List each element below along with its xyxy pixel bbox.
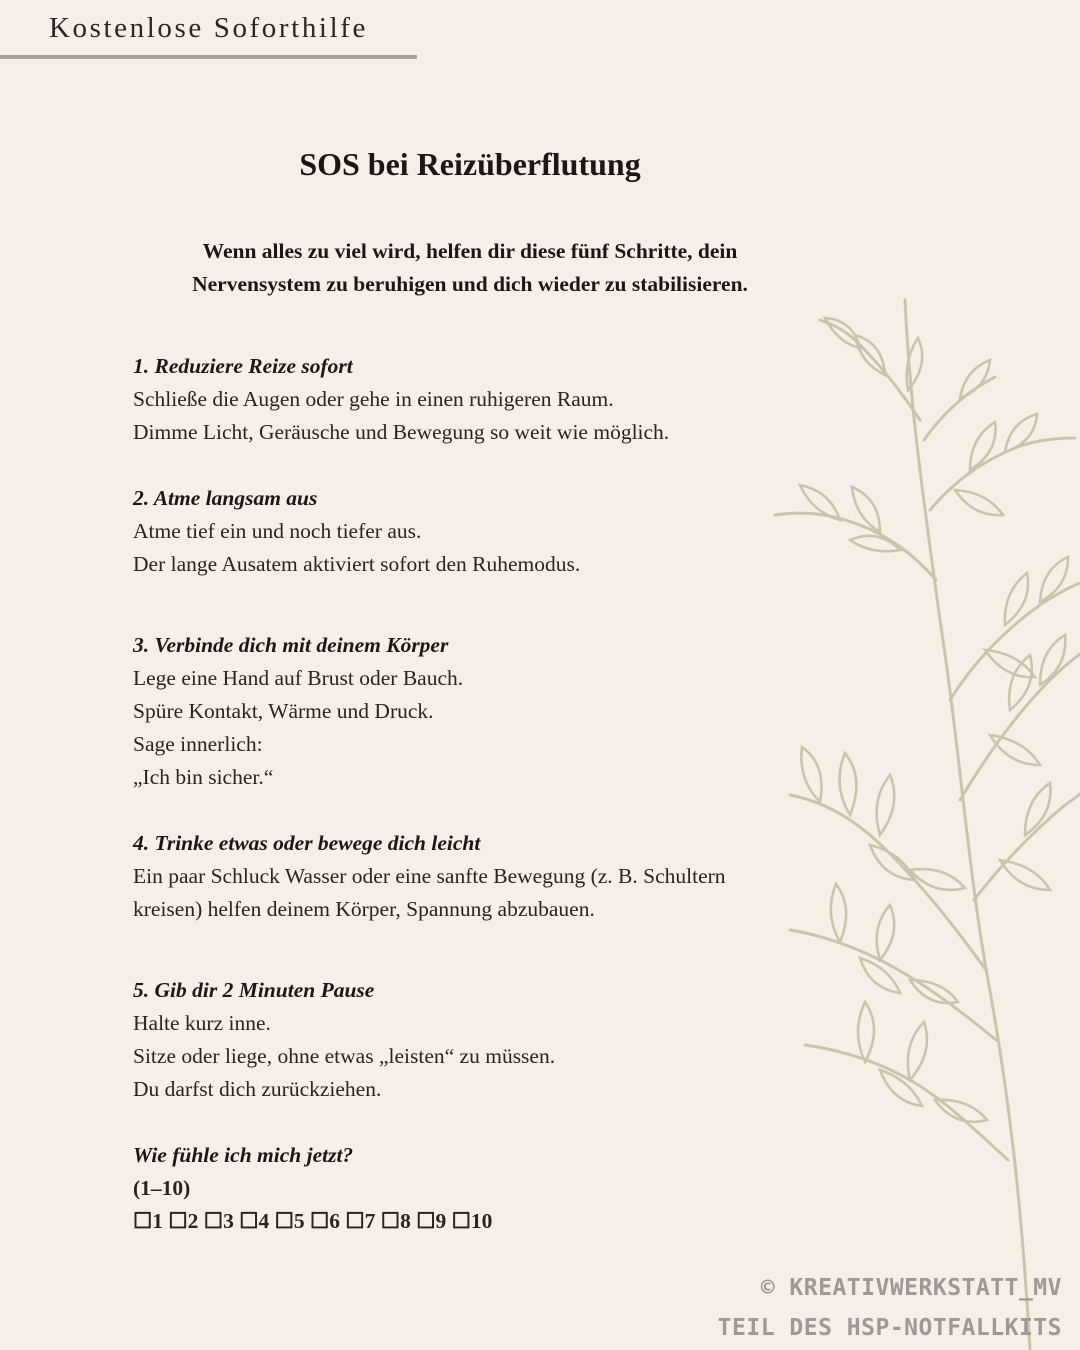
step-line: „Ich bin sicher.“ <box>133 765 274 789</box>
step-line: Lege eine Hand auf Brust oder Bauch. <box>133 666 464 690</box>
page-title: SOS bei Reizüberflutung <box>299 146 641 182</box>
step-line: Spüre Kontakt, Wärme und Druck. <box>133 699 434 723</box>
rating-question: Wie fühle ich mich jetzt? <box>133 1143 354 1167</box>
step-heading: 2. Atme langsam aus <box>133 486 318 510</box>
header-label: Kostenlose Soforthilfe <box>49 12 368 44</box>
intro-line: Wenn alles zu viel wird, helfen dir diese fünf Schritte, dein <box>202 239 738 263</box>
step-line: Schließe die Augen oder gehe in einen ruhigeren Raum. <box>133 387 614 411</box>
step-line: Sitze oder liege, ohne etwas „leisten“ zu müssen. <box>133 1044 556 1068</box>
step-line: Sage innerlich: <box>133 732 263 756</box>
step-line: kreisen) helfen deinem Körper, Spannung abzubauen. <box>133 897 595 921</box>
step-heading: 5. Gib dir 2 Minuten Pause <box>133 978 375 1002</box>
rating-range: (1–10) <box>133 1176 191 1200</box>
step-line: Du darfst dich zurückziehen. <box>133 1077 382 1101</box>
header-divider <box>0 55 417 59</box>
step-line: Atme tief ein und noch tiefer aus. <box>133 519 422 543</box>
step-1 <box>133 350 793 449</box>
step-line: Halte kurz inne. <box>133 1011 271 1035</box>
intro-line: Nervensystem zu beruhigen und dich wieder zu stabilisieren. <box>192 272 748 296</box>
step-4 <box>133 827 793 926</box>
rating-scale-checkboxes[interactable]: ☐1 ☐2 ☐3 ☐4 ☐5 ☐6 ☐7 ☐8 ☐9 ☐10 <box>133 1209 493 1233</box>
step-heading: 4. Trinke etwas oder bewege dich leicht <box>133 831 481 855</box>
botanical-branch-illustration <box>760 280 1080 1350</box>
step-line: Der lange Ausatem aktiviert sofort den Ruhemodus. <box>133 552 581 576</box>
rating-section <box>133 1139 793 1238</box>
step-line: Dimme Licht, Geräusche und Bewegung so weit wie möglich. <box>133 420 670 444</box>
step-5 <box>133 974 793 1106</box>
step-heading: 1. Reduziere Reize sofort <box>133 354 353 378</box>
step-heading: 3. Verbinde dich mit deinem Körper <box>133 633 449 657</box>
step-3 <box>133 629 793 794</box>
copyright-text: © KREATIVWERKSTATT_MV <box>760 1275 1062 1301</box>
intro-text <box>0 235 940 301</box>
step-2 <box>133 482 793 581</box>
kit-text: TEIL DES HSP-NOTFALLKITS <box>717 1315 1062 1341</box>
step-line: Ein paar Schluck Wasser oder eine sanfte Bewegung (z. B. Schultern <box>133 864 726 888</box>
